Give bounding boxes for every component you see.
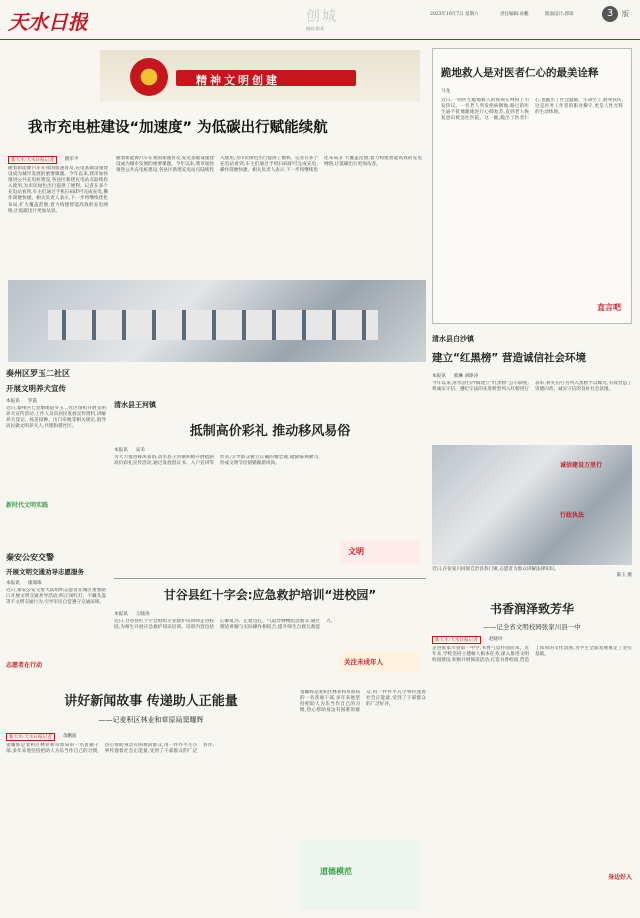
banner	[100, 50, 420, 102]
banner-title: 精神文明创建	[196, 74, 280, 87]
col1-headline: 奏州区罗玉二社区	[6, 369, 70, 378]
model-badge	[300, 840, 420, 910]
masthead	[0, 0, 640, 40]
col2-subheadline: 开展文明交通劝导志愿服务	[6, 568, 84, 576]
minor-badge	[340, 652, 420, 672]
mid-divider	[114, 578, 426, 579]
mid-headline: 抵制高价彩礼 推动移风易俗	[189, 424, 351, 439]
lower-left-article	[6, 690, 296, 916]
lead-author: 蔚军平	[64, 157, 79, 162]
section-name: 创城	[306, 9, 338, 25]
designer-line: 版面设计:郭琼	[545, 12, 574, 17]
lead-source: 新天水·天水日报记者	[8, 156, 57, 164]
right-lower-article	[432, 600, 632, 916]
col2-reporter: 本报讯	[6, 581, 20, 586]
lead-body-left: 随着新能源汽车在我国加速普及,充电基础设施建设成为城市发展的重要课题。今年以来,我市加快推进公共充电桩建设,各县区新建充电站点陆续投入使用,为市民绿色出行提供了便利。记者在多个充电站看到,车主们通过手机扫码即可完成充电,操作简便快捷。相关负责人表示,下一步将继续优化布局,扩大覆盖范围,着力构建智能高效的充电网络,让低碳出行更加从容。	[8, 166, 108, 214]
opinion-headline: 跪地救人是对医者仁心的最美诠释	[441, 67, 599, 79]
opinion-box	[432, 48, 632, 324]
right-lower-subheadline: ——记全省文明校园张家川县一中	[483, 623, 581, 631]
mid-reporter-name: 宋禾	[135, 448, 145, 453]
minor-badge-text: 关注未成年人	[344, 658, 383, 666]
paper-name: 天水日报	[8, 10, 88, 34]
proofreader-line: 校对:常芳	[306, 26, 325, 31]
qingshui-caption: 近日,在张家川回族自治县恭门镇,志愿者为群众讲解法律知识。	[432, 567, 559, 572]
photo-stations	[48, 310, 378, 340]
mid-article	[114, 400, 426, 560]
lower-left-headline: 讲好新闻故事 传递助人正能量	[64, 694, 238, 709]
qingshui-article	[432, 334, 632, 584]
opinion-author: 马龙	[441, 89, 451, 94]
lead-body-right: 随着新能源汽车在我国加速普及,充电基础设施建设成为城市发展的重要课题。今年以来,我市加快推进公共充电桩建设,各县区新建充电站点陆续投入使用,为市民绿色出行提供了便利。记者在多个充电站看到,车主们通过手机扫码即可完成充电,操作简便快捷。相关负责人表示,下一步将继续优化布局,扩大覆盖范围,着力构建智能高效的充电网络,让低碳出行更加从容。	[116, 156, 422, 174]
mid-article-2	[114, 586, 426, 690]
good-people-badge: 身边好人	[607, 874, 632, 881]
lower-left-body: 窦耀辉是麦积区林业和草原局的一名普通干部,多年来他坚持把助人为乐当作自己的习惯,热心帮助身边有困难的群众,用一件件平凡小事传递着社会正能量,受到了干部群众的广泛好评。	[6, 743, 218, 755]
mid2-headline: 甘谷县红十字会:应急救护培训“进校园”	[163, 588, 377, 602]
col2-reporter-name: 康瑞珠	[27, 581, 42, 586]
lower-left-subheadline: ——记麦积区林业和草原局窦耀辉	[98, 716, 204, 724]
opinion-body: 近日,一则医生跪地救人的视频在网络上引发热议。一名老人突发疾病倒地,路过的医生毫不犹豫跪地进行心肺复苏,直到老人恢复意识被送往医院。这一跪,跪出了医者仁心,也跪出了社会温暖。生命至上,救死扶伤,这是医务工作者的职业操守,更是人性光辉的生动体现。	[441, 98, 623, 122]
qingshui-body: 今年以来,清水县白沙镇建立“红黑榜”公示制度,将诚实守信、遵纪守法的先进典型列入红榜进行表彰,将失信行为列入黑榜予以曝光,有效营造了崇德向善、诚实守信的良好社会氛围。	[432, 381, 632, 393]
mid2-reporter-name: 王晓涛	[135, 612, 150, 617]
editor-line: 责任编辑:孙鹏	[500, 12, 529, 17]
comment-badge: 直言吧	[597, 303, 621, 312]
mid-kicker: 清水县王河镇	[114, 401, 156, 409]
qingshui-reporter-name: 蔡琳 刘铮涛	[453, 374, 479, 379]
model-badge-text: 道德模范	[320, 867, 352, 876]
law-badge: 行政执法	[560, 512, 585, 519]
mid2-reporter: 本报讯	[114, 612, 128, 617]
col1-body: 近日,秦州区七里墩街道罗玉二社区组织开展文明养犬宣传活动,工作人员向居民发放宣传资料,讲解养犬登记、疫苗接种、出门牵绳等相关规定,倡导居民做文明养犬人,共建和谐社区。	[6, 406, 106, 430]
qingshui-caption-author: 陈玉 摄	[616, 573, 632, 579]
lead-headline: 我市充电桩建设“加速度” 为低碳出行赋能续航	[28, 120, 328, 136]
qingshui-headline: 建立“红黑榜” 营造诚信社会环境	[432, 352, 586, 364]
right-lower-author: 赵晓玲	[488, 637, 503, 642]
qingshui-kicker: 清水县白沙镇	[432, 335, 474, 343]
right-lower-headline: 书香润泽致芳华	[489, 602, 574, 616]
mid-reporter: 本报讯	[114, 448, 128, 453]
mid-body: 为大力推进移风易俗,清水县王河镇积极开展抵制高价彩礼宣传活动,通过发放倡议书、入户宣讲等形式,引导群众树立正确的婚恋观,破除陈规陋习,形成文明节俭的婚嫁新风尚。	[114, 455, 320, 467]
right-lower-source: 新天水·天水日报记者	[432, 636, 481, 644]
date-line: 2023年10月7日 星期六	[430, 12, 479, 17]
page-label: 版	[622, 10, 629, 18]
qingshui-reporter: 本报讯	[432, 374, 446, 379]
col1-reporter-name: 罗霞	[27, 399, 37, 404]
col1-subheadline: 开展文明养犬宣传	[6, 384, 66, 393]
page-number: 3	[602, 6, 618, 22]
lead-byline	[8, 156, 108, 164]
col-article-2	[6, 552, 106, 682]
civ-badge: 新时代文明实践	[6, 502, 49, 509]
col1-reporter: 本报讯	[6, 399, 20, 404]
lower-left-source: 新天水·天水日报记者	[6, 733, 55, 741]
col2-headline: 秦安公安交警	[6, 553, 54, 562]
integrity-badge: 诚信建设万里行	[560, 462, 603, 469]
ethics-badge-text: 文明	[348, 547, 364, 556]
right-lower-body: 走进张家川县第一中学,书香气息扑面而来。近年来,学校坚持立德树人根本任务,深入推进文明校园建设,积极开展阅读活动,打造书香校园,营造了浓厚的文化氛围,为学生全面发展奠定了坚实基础。	[432, 646, 632, 664]
lower-left-author: 余鹏波	[62, 734, 77, 739]
col-article-1	[6, 368, 106, 548]
volunteer-badge: 志愿者在行动	[6, 662, 43, 669]
banner-emblem	[130, 58, 168, 96]
lead-photo	[8, 280, 426, 362]
col2-body: 近日,秦安公安交警大队组织志愿者在城区重要路口开展文明交通劝导活动,纠正闯红灯、不戴头盔等不文明交通行为,引导市民自觉遵守交通法规。	[6, 588, 106, 606]
lower-mid-body: 窦耀辉是麦积区林业和草原局的一名普通干部,多年来他坚持把助人为乐当作自己的习惯,热心帮助身边有困难的群众,用一件件平凡小事传递着社会正能量,受到了干部群众的广泛好评。	[300, 690, 426, 714]
ethics-badge	[340, 540, 420, 564]
mid2-body: 近日,甘谷县红十字会组织专业救护培训师走进校园,为师生开展应急救护知识培训。培训内容包括心肺复苏、止血包扎、气道异物梗阻急救等,通过理论讲解与实际操作相结合,提升师生自救互救能力。	[114, 619, 336, 631]
